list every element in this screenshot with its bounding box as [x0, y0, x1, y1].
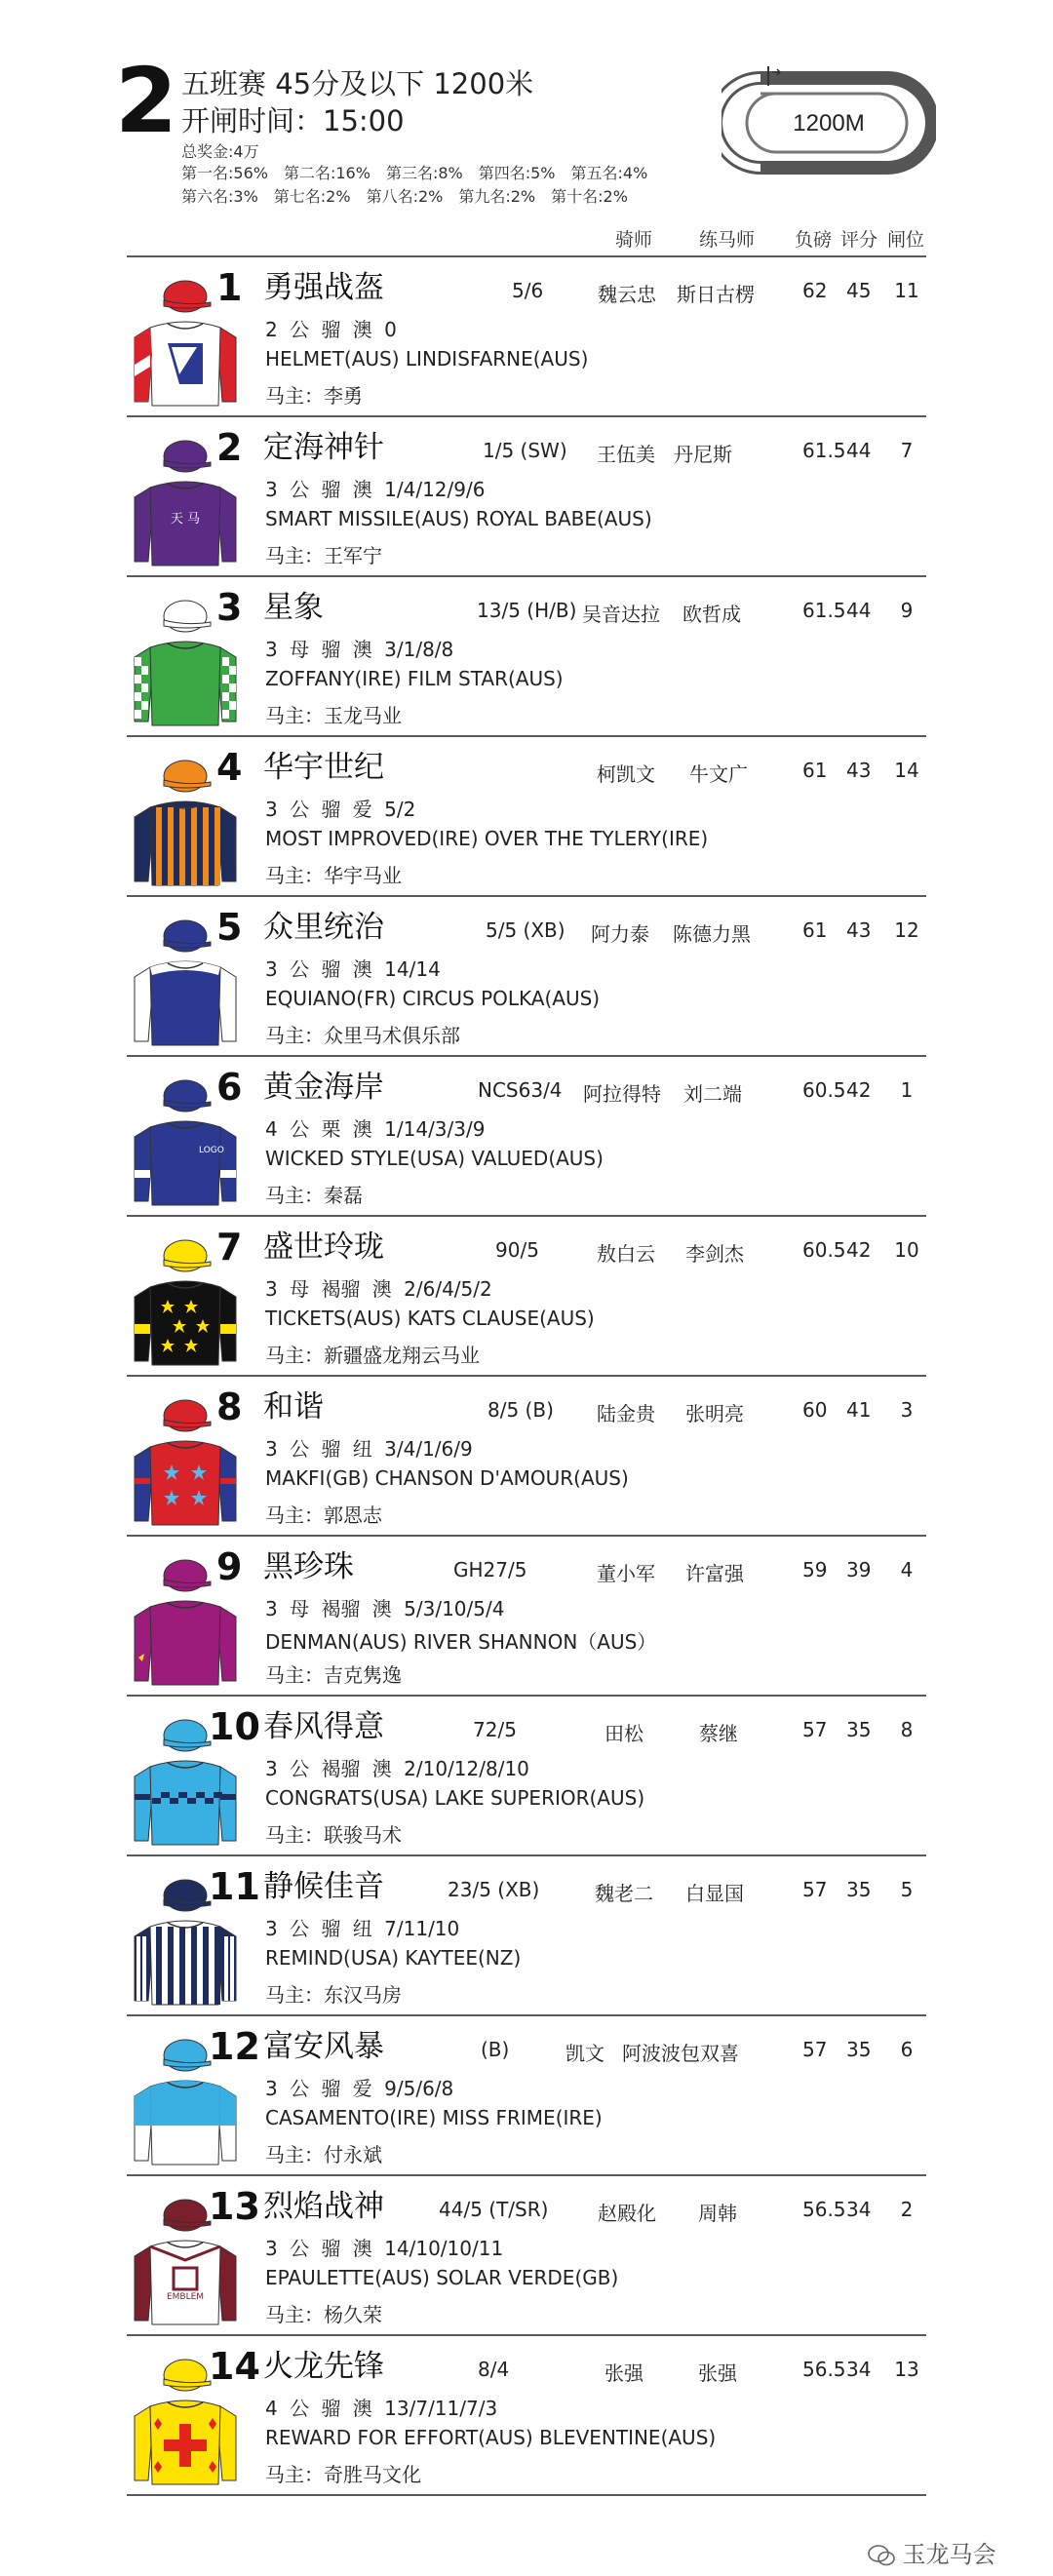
trainer-name: 陈德力黑: [673, 922, 751, 946]
runner-list: [0, 255, 1053, 2496]
saddle-number: 12: [209, 2025, 260, 2068]
draw: 12: [894, 918, 919, 942]
watermark-text: 玉龙马会: [902, 2541, 996, 2568]
horse-name: 烈焰战神: [263, 2189, 384, 2224]
jockey-name: 陆金贵: [597, 1402, 655, 1425]
column-header-draw: 闸位: [887, 229, 925, 251]
runner-row[interactable]: [127, 1375, 926, 1535]
runner-row[interactable]: [127, 415, 926, 575]
horse-name: 和谐: [263, 1389, 324, 1425]
horse-info: 3 母 褐骝 澳 5/3/10/5/4: [265, 1597, 505, 1620]
owner: 马主：新疆盛龙翔云马业: [265, 1344, 480, 1367]
owner: 马主：玉龙马业: [265, 704, 402, 727]
watermark: [868, 2535, 996, 2569]
draw: 2: [900, 2198, 914, 2221]
horse-name: 众里统治: [263, 910, 384, 945]
owner: 马主：东汉马房: [265, 1983, 402, 2007]
jockey-name: 柯凯文: [597, 762, 655, 786]
odds: (B): [481, 2038, 510, 2061]
owner: 马主：李勇: [265, 384, 363, 408]
trainer-name: 牛文广: [689, 762, 748, 786]
prize-split: 第十名:2%: [551, 187, 628, 206]
rating: 43: [846, 759, 872, 782]
jockey-name: 张强: [604, 2361, 644, 2385]
draw: 9: [900, 599, 914, 622]
pedigree: TICKETS(AUS) KATS CLAUSE(AUS): [265, 1307, 595, 1330]
horse-info: 3 公 骝 澳 14/14: [265, 957, 441, 981]
owner: 马主：杨久荣: [265, 2303, 382, 2326]
svg-text:LOGO: LOGO: [199, 1146, 224, 1155]
saddle-number: 1: [216, 266, 243, 309]
owner: 马主：付永斌: [265, 2143, 382, 2166]
draw: 4: [900, 1558, 914, 1581]
horse-info: 4 公 栗 澳 1/14/3/3/9: [265, 1117, 486, 1141]
saddle-number: 13: [209, 2185, 260, 2228]
saddle-number: 6: [216, 1066, 243, 1109]
horse-name: 春风得意: [263, 1709, 384, 1744]
weight: 60: [802, 1398, 828, 1422]
owner: 马主：吉克隽逸: [265, 1663, 402, 1687]
rating: 41: [846, 1398, 872, 1422]
trainer-name: 张明亮: [685, 1402, 744, 1425]
horse-name: 黄金海岸: [263, 1070, 384, 1105]
horse-info: 3 公 骝 爱 5/2: [265, 798, 416, 821]
owner: 马主：王军宁: [265, 544, 382, 567]
horse-name: 星象: [263, 590, 324, 625]
owner: 马主：众里马术俱乐部: [265, 1024, 460, 1047]
odds: 8/5 (B): [488, 1398, 554, 1422]
horse-name: 盛世玲珑: [263, 1229, 384, 1265]
prize-split: 第三名:8%: [385, 164, 463, 182]
trainer-name: 阿波波包双喜: [622, 2042, 739, 2065]
runner-row[interactable]: [127, 1854, 926, 2014]
horse-name: 黑珍珠: [263, 1549, 354, 1584]
svg-text:天 马: 天 马: [170, 512, 201, 527]
pedigree: SMART MISSILE(AUS) ROYAL BABE(AUS): [265, 507, 652, 530]
saddle-number: 8: [216, 1386, 243, 1428]
rating: 34: [846, 2358, 872, 2381]
race-title: 五班赛 45分及以下 1200米: [181, 67, 534, 100]
rating: 35: [846, 1878, 872, 1901]
prize-split-row-1: [181, 161, 663, 183]
trainer-name: 斯日古楞: [677, 283, 755, 306]
column-header-weight: 负磅: [795, 229, 833, 251]
horse-info: 3 母 褐骝 澳 2/6/4/5/2: [265, 1277, 492, 1301]
runner-row[interactable]: [127, 895, 926, 1055]
wechat-icon: [868, 2545, 895, 2566]
runner-row[interactable]: [127, 1215, 926, 1375]
rating: 39: [846, 1558, 872, 1581]
pedigree: REMIND(USA) KAYTEE(NZ): [265, 1946, 522, 1970]
track-diagram-icon: [722, 64, 936, 181]
jockey-name: 赵殿化: [598, 2202, 656, 2225]
odds: GH27/5: [453, 1558, 527, 1581]
odds: 72/5: [473, 1718, 517, 1741]
prize-split: 第一名:56%: [181, 164, 268, 182]
saddle-number: 11: [209, 1865, 260, 1908]
horse-info: 3 公 骝 纽 7/11/10: [265, 1917, 460, 1940]
weight: 57: [802, 2038, 828, 2061]
jockey-name: 阿拉得特: [583, 1082, 661, 1106]
weight: 56.5: [802, 2198, 846, 2221]
weight: 60.5: [802, 1078, 846, 1102]
horse-info: 3 公 骝 澳 14/10/10/11: [265, 2237, 504, 2260]
column-header-rating: 评分: [840, 229, 878, 251]
rating: 35: [846, 2038, 872, 2061]
draw: 7: [900, 439, 914, 462]
rating: 35: [846, 1718, 872, 1741]
draw: 3: [900, 1398, 914, 1422]
pedigree: ZOFFANY(IRE) FILM STAR(AUS): [265, 667, 564, 690]
draw: 6: [900, 2038, 914, 2061]
draw: 10: [894, 1238, 919, 1262]
jockey-name: 阿力泰: [591, 922, 649, 946]
pedigree: EQUIANO(FR) CIRCUS POLKA(AUS): [265, 987, 601, 1010]
runner-row[interactable]: [127, 1055, 926, 1215]
owner: 马主：奇胜马文化: [265, 2463, 421, 2486]
draw: 1: [900, 1078, 914, 1102]
horse-info: 3 公 骝 澳 1/4/12/9/6: [265, 478, 486, 501]
horse-info: 3 公 骝 纽 3/4/1/6/9: [265, 1437, 473, 1461]
column-header-jockey: 骑师: [615, 229, 653, 251]
trainer-name: 白显国: [685, 1882, 744, 1905]
odds: NCS63/4: [478, 1078, 563, 1102]
jockey-name: 凯文: [566, 2042, 604, 2065]
draw: 11: [894, 279, 919, 302]
race-number: 2: [115, 49, 178, 153]
odds: 90/5: [495, 1238, 539, 1262]
trainer-name: 刘二端: [683, 1082, 742, 1106]
runner-row[interactable]: [127, 2174, 926, 2334]
jockey-name: 敖白云: [597, 1242, 655, 1266]
prize-split: 第八名:2%: [366, 187, 444, 206]
weight: 59: [802, 1558, 828, 1581]
svg-text:EMBLEM: EMBLEM: [166, 2292, 205, 2302]
horse-name: 勇强战盔: [263, 270, 384, 305]
rating: 45: [846, 279, 872, 302]
pedigree: REWARD FOR EFFORT(AUS) BLEVENTINE(AUS): [265, 2426, 717, 2449]
prize-split: 第四名:5%: [478, 164, 556, 182]
runner-row[interactable]: [127, 735, 926, 895]
weight: 56.5: [802, 2358, 846, 2381]
rating: 43: [846, 918, 872, 942]
pedigree: CASAMENTO(IRE) MISS FRIME(IRE): [265, 2106, 603, 2129]
horse-name: 富安风暴: [263, 2029, 384, 2064]
horse-info: 3 公 褐骝 澳 2/10/12/8/10: [265, 1757, 529, 1780]
weight: 57: [802, 1878, 828, 1901]
owner: 马主：郭恩志: [265, 1503, 382, 1527]
owner: 马主：联骏马术: [265, 1823, 402, 1847]
rating: 34: [846, 2198, 872, 2221]
owner: 马主：华宇马业: [265, 864, 402, 887]
horse-name: 火龙先锋: [263, 2349, 384, 2384]
rating: 44: [846, 599, 872, 622]
horse-name: 定海神针: [263, 430, 384, 465]
trainer-name: 李剑杰: [685, 1242, 744, 1266]
weight: 57: [802, 1718, 828, 1741]
saddle-number: 2: [216, 426, 243, 469]
saddle-number: 9: [216, 1545, 243, 1588]
jockey-name: 董小军: [597, 1562, 655, 1585]
race-start-time: 开闸时间：15:00: [181, 104, 405, 137]
horse-name: 华宇世纪: [263, 750, 384, 785]
horse-info: 2 公 骝 澳 0: [265, 318, 397, 341]
trainer-name: 周韩: [698, 2202, 737, 2225]
weight: 61.5: [802, 599, 846, 622]
runner-row[interactable]: [127, 575, 926, 735]
runner-row[interactable]: [127, 1695, 926, 1854]
jockey-name: 田松: [604, 1722, 644, 1745]
horse-info: 3 母 骝 澳 3/1/8/8: [265, 638, 454, 661]
runner-row[interactable]: [127, 2334, 926, 2494]
rating: 42: [846, 1238, 872, 1262]
weight: 61: [802, 759, 828, 782]
jockey-name: 王伍美: [597, 443, 655, 466]
odds: 44/5 (T/SR): [439, 2198, 549, 2221]
runner-row[interactable]: [127, 2014, 926, 2174]
column-header-trainer: 练马师: [699, 229, 756, 251]
pedigree: CONGRATS(USA) LAKE SUPERIOR(AUS): [265, 1786, 645, 1810]
saddle-number: 10: [209, 1705, 260, 1748]
jockey-name: 吴音达拉: [582, 603, 660, 626]
pedigree: MAKFI(GB) CHANSON D'AMOUR(AUS): [265, 1466, 629, 1490]
prize-split: 第二名:16%: [283, 164, 370, 182]
pedigree: MOST IMPROVED(IRE) OVER THE TYLERY(IRE): [265, 827, 709, 850]
pedigree: WICKED STYLE(USA) VALUED(AUS): [265, 1147, 604, 1170]
odds: 23/5 (XB): [448, 1878, 540, 1901]
horse-info: 4 公 骝 澳 13/7/11/7/3: [265, 2397, 498, 2420]
weight: 61: [802, 918, 828, 942]
horse-name: 静候佳音: [263, 1869, 384, 1904]
saddle-number: 14: [209, 2345, 260, 2388]
jockey-name: 魏云忠: [598, 283, 656, 306]
odds: 13/5 (H/B): [477, 599, 577, 622]
weight: 60.5: [802, 1238, 846, 1262]
horse-info: 3 公 骝 爱 9/5/6/8: [265, 2077, 454, 2100]
owner: 马主：秦磊: [265, 1184, 363, 1207]
pedigree: EPAULETTE(AUS) SOLAR VERDE(GB): [265, 2266, 619, 2289]
row-divider: [127, 2494, 926, 2496]
trainer-name: 许富强: [685, 1562, 744, 1585]
draw: 14: [894, 759, 919, 782]
trainer-name: 丹尼斯: [674, 443, 732, 466]
draw: 8: [900, 1718, 914, 1741]
trainer-name: 蔡继: [699, 1722, 738, 1745]
odds: 5/5 (XB): [486, 918, 566, 942]
prize-split: 第九名:2%: [458, 187, 536, 206]
weight: 62: [802, 279, 828, 302]
odds: 8/4: [478, 2358, 510, 2381]
runner-row[interactable]: [127, 1535, 926, 1695]
pedigree: DENMAN(AUS) RIVER SHANNON（AUS）: [265, 1630, 657, 1654]
odds: 5/6: [512, 279, 544, 302]
saddle-number: 5: [216, 906, 243, 949]
weight: 61.5: [802, 439, 846, 462]
rating: 42: [846, 1078, 872, 1102]
prize-split-row-2: [181, 184, 644, 207]
prize-split: 第五名:4%: [570, 164, 648, 182]
trainer-name: 欧哲成: [682, 603, 741, 626]
saddle-number: 4: [216, 746, 243, 789]
track-distance-label: 1200M: [793, 110, 865, 137]
saddle-number: 3: [216, 586, 243, 629]
draw: 5: [900, 1878, 914, 1901]
prize-split: 第七名:2%: [273, 187, 351, 206]
jockey-name: 魏老二: [595, 1882, 653, 1905]
rating: 44: [846, 439, 872, 462]
total-prize: 总奖金:4万: [181, 142, 259, 161]
draw: 13: [894, 2358, 919, 2381]
saddle-number: 7: [216, 1226, 243, 1268]
prize-split: 第六名:3%: [181, 187, 258, 206]
odds: 1/5 (SW): [483, 439, 567, 462]
trainer-name: 张强: [698, 2361, 737, 2385]
runner-row[interactable]: [127, 255, 926, 415]
pedigree: HELMET(AUS) LINDISFARNE(AUS): [265, 347, 589, 371]
